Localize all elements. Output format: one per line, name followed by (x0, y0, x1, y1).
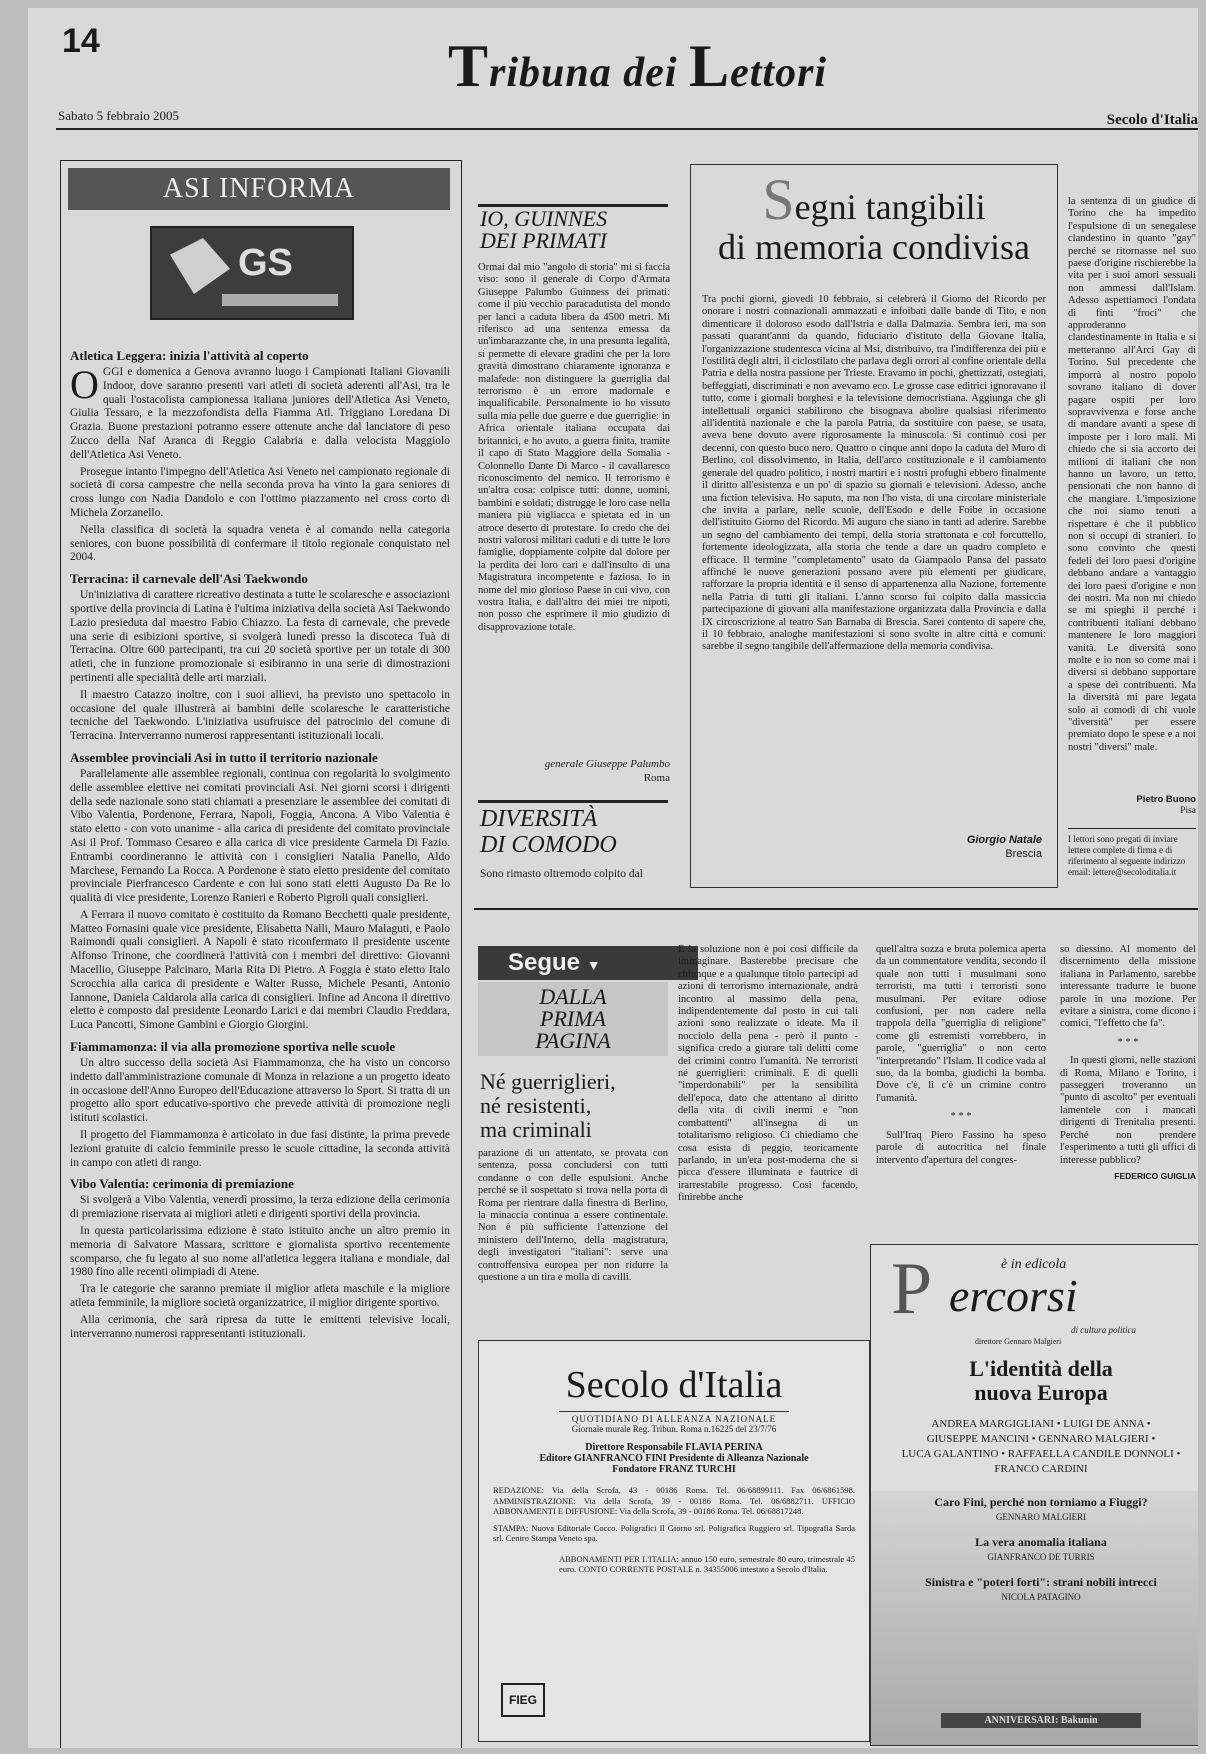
separator-stars: * * * (1117, 1036, 1139, 1048)
asi-articles (70, 342, 450, 1742)
percorsi-title: ercorsi (949, 1270, 1078, 1321)
masthead (448, 32, 827, 101)
segni-big-s: S (762, 167, 795, 232)
asi-paragraph: Un altro successo della società Asi Fiammamonza, che ha visto un concorso indetto dall'amministrazione comunale di Monza in relazione a un progetto ideato in occasione dell'Anno Europeo dell'Educazione attraverso lo Sport. Si tratta di un progetto allo sport educativo-sportivo che prevede attività di promozione negli istituti scolastici. (70, 1057, 450, 1125)
colophon-title: Secolo d'Italia (565, 1364, 783, 1406)
asi-paragraph: Prosegue intanto l'impegno dell'Atletica Asi Veneto nel campionato regionale di società di corsa campestre che nella seconda prova ha vinto la gara seniores di cross lungo con Nadia Dandolo e con l'ottimo piazzamento nel cross corto di Michela Zorzanello. (70, 465, 450, 519)
percorsi-big-p: P (891, 1248, 933, 1330)
masthead-initial-l: L (689, 33, 731, 99)
segue-label: Segue (508, 949, 581, 976)
authors-line: GIUSEPPE MANCINI • GENNARO MALGIERI • (926, 1433, 1156, 1445)
percorsi-kicker: è in edicola (1001, 1257, 1067, 1272)
asi-paragraph: A Ferrara il nuovo comitato è costituito da Romano Becchetti quale presidente, Matteo Fornasini quale vice presidente, Elisabetta Nalli, Mauro Malaguti, e Paolo Raimondi quali consiglieri. A Napoli è stato riconfermato il presidente uscente Alfonso Trinone, che coordinerà l'attività con i membri del direttivo: Giovanni Macellio, Giuseppe Palcinaro, Maria Rita Di Pietro. A Foggia è stato eletto Italo Scrocchia alla carica di presidente e Walter Russo, Michele Pesanti, Antonio Iannone, Daniela Caldarola alla carica di consiglieri. Infine ad Ancona il direttivo eletto è composto dal presidente Leonardo Larici e dai membri Claudio Freddara, Luca Pancotti, Simone Gambini e Giorgio Giorgini. (70, 908, 450, 1032)
asi-logo (150, 226, 354, 320)
percorsi-tagline: di cultura politica (1071, 1325, 1136, 1335)
asi-paragraph: Parallelamente alle assemblee regionali, continua con regolarità lo svolgimento delle assemblee elettive nei comitati provinciali Asi. Nei giorni scorsi i dirigenti della sede nazionale sono stati chiamati a presenziare le assemblee dei comitati di Vibo Valentia, Pordenone, Ferrara, Napoli, Foggia, Ancona. A Vibo Valentia è stato eletto - con voto unanime - alla carica di presidente del comitato provinciale Asi il Prof. Tommaso Cesareo e alla carica di vice presidente Carmela Di Fazio. Entrambi coordineranno le attività con i consiglieri Natalia Panello, Aldo Marchese, Fernando La Rocca. A Pordenone è stato eletto presidente del comitato provinciale Pierfrancesco Cardente e con lui sono stati eletti Augusto Da Re lo qualità di vice presidente, Lorenzo Ranieri e Roberto Pigroli quali consiglieri. (70, 767, 450, 905)
asi-paragraph: OGGI e domenica a Genova avranno luogo i Campionati Italiani Giovanili Indoor, dove saranno presenti vari atleti di società aderenti all'Asi, tra le quali l'ostacolista campionessa italiana juniores dell'Atletica Asi Veneto, Giulia Tessaro, e la mezzofondista della Fiamma Atl. Triggiano Loredana Di Grazia. Buone prestazioni potranno essere ottenute anche dal lanciatore di peso Zucco della Naf Aranca di Reggio Calabria e dalla velocista Maggiolo dell'Atletica Asi Veneto. (70, 362, 450, 461)
asi-paragraph: In questa particolarissima edizione è stato istituito anche un altro premio in memoria di Salvatore Massara, scrittore e giornalista sportivo recentemente scomparso, che fu legato al suo nome all'atletica leggera italiana e mondiale, dal 1980 fino alle recenti olimpiadi di Atene. (70, 1225, 450, 1279)
segni-city: Brescia (1005, 848, 1042, 860)
notice-rule (1068, 828, 1196, 829)
segue-col-3-text: quell'altra sozza e bruta polemica aperta da un commentatore vendita, secondo il quale non tutti i musulmani sono terroristi, ma tutti i terroristi sono musulmani. Per evitare odiose confusioni, per non cadere nella trappola della "guerriglia di religione" come gli estremisti vorrebbero, in parole, "guerriglia" o non certo "interpretando" l'Islam. Il codice vada al suo, da la bomba, giudichi la bomba. Dove c'è, lì c'è un crimine contro l'umanità. (876, 944, 1046, 1104)
guinness-text: Ormai dal mio "angolo di storia" mi si faccia viso: sono il generale di Corpo d'Armata Giuseppe Palumbo Guinness dei primati: come il più vecchio paracadutista del mondo per lanci a caduta libera da 4500 metri. Mi riferisco ad una sentenza emessa da un'imbarazzante che, in una presunta legalità, si permette di elevare gradini che per la loro gravità dimostrano chiaramente ignoranza e malafede: non distinguere la guerriglia dal terrorismo è un errore madornale e inqualificabile. Personalmente io ho vissuto sulla mia pelle due guerre e due guerriglie: in Africa orientale italiana occupata dai britannici, e ho avuto, a guerra finita, tramite il capo di Stato Maggiore della Somalia - Colonnello Dante Di Marco - il cavallaresco riconoscimento del nemico. Il terrorismo è un'altra cosa: colpisce tutti: donne, uomini, bambini e soldati; distrugge le loro case nella maniera più vigliacca e spietata ed in un atroce deserto di protestare. Io credo che dei nostri valorosi militari caduti e di tutte le loro famiglie, doppiamente colpite dal dolore per la perdita dei loro cari e dall'insulto di una Magistratura incompetente e faziosa. Io in nome del mio glorioso Paese in cui vivo, con vostra Italia, e dall'altro dei miei tre nipoti, non posso che esprimere il mio giudizio di disapprovazione totale. (478, 262, 670, 633)
segue-signature: FEDERICO GUIGLIA (1114, 1170, 1196, 1181)
segue-col-2 (678, 944, 858, 1316)
segue-headline-3: ma criminali (480, 1117, 592, 1142)
asi-article-title: Terracina: il carnevale dell'Asi Taekwondo (70, 571, 308, 587)
percorsi-item: Caro Fini, perché non torniamo a Fiuggi? (934, 1495, 1148, 1509)
authors-line: ANDREA MARGIGLIANI • LUIGI DE ANNA • (931, 1418, 1151, 1430)
masthead-text-1: ribuna dei (489, 50, 690, 96)
segni-title-line1: egni tangibili (794, 187, 986, 227)
logo-letters: GS (238, 242, 293, 284)
segni-text: Tra pochi giorni, giovedì 10 febbraio, si celebrerà il Giorno del Ricordo per onorare i nostri connazionali ammazzati e infoibati dalle bande di Tito, e non dimenticare il doloroso esodo dall'Istria e dalla Dalmazia. Sembra ieri, ma son passati quarant'anni da quando, fiduciario d'istituto della Giovane Italia, l'organizzazione studentesca vicina al Msi, distribuivo, tra l'indifferenza dei più e l'ostilità degli altri, il ciclostilato che parlava degli orrori al confine orientale della Patria e della nostra passione per Trieste. Eravamo in pochi, ghettizzati, ostegiati, beffeggiati, discriminati e non avevamo eco. Le grosse case editrici ignoravano il tutto, come i giornali borghesi e la televisione democristiana. Aggiunga che gli intellettuali organici stabilirono che bisognava abolire qualsiasi riferimento all'identità nazionale e che la parola Patria, da sostituire con paese, se usata, aveva bene dovuto avere rigorosamente la minuscola. Si continuò così per decenni, con questo buco nero. Quattro o cinque anni dopo la caduta del Muro di Berlino, col dissolvimento, in Italia, dell'arco costituzionale e il cambiamento generale del quadro politico, i nostri martiri e i nostri profughi ebbero finalmente il diritto all'esistenza e un po' di spazio su giornali e televisioni. Adesso, anche una fiction televisiva. Ho saputo, ma non l'ho vista, di una circolare ministeriale che invita a parlare, nelle scuole, dell'Esodo e delle Foibe in occasione dell'istituito Giorno del Ricordo. Mi auguro che siano in tanti ad aderire. Sarebbe un segno del cambiamento dei tempi, della storia strattonata e col forcuttello, fortemente ideologizzata, alla storia che tende a dare un quadro completo e efficace. Il termine "completamento" usato da Giampaolo Pansa del passato affinché le nuove generazioni possano avere più elementi per giudicare, rafforzare la propria identità e il senso di appartenenza alla Nazione, fortemente nella Patria di tutti gli italiani. L'anno scorso fui colpito dalla massiccia partecipazione di giovani alla manifestazione organizzata dalla Provincia e dalla IX circoscrizione al teatro San Barnaba di Brescia. Sarei contento di sapere che, il 10 febbraio, analoghe manifestazioni si sono svolte in altre città e comuni: sarebbe il segno tangibile dell'affermazione della memoria condivisa. (702, 294, 1046, 653)
segue-col-3b-text: Sull'Iraq Piero Fassino ha speso parole di autocritica nel finale intervento d'apertura del congres- (876, 1129, 1046, 1166)
colophon-box (478, 1340, 870, 1742)
authors-line: LUCA GALANTINO • RAFFAELLA CANDILE DONNOLI • (901, 1448, 1181, 1460)
segni-signature: Giorgio Natale (966, 834, 1042, 846)
segue-subtitle (478, 982, 668, 1056)
asi-banner: ASI INFORMA (68, 168, 450, 210)
percorsi-item-author: GENNARO MALGIERI (995, 1512, 1087, 1522)
colophon-director: Direttore Responsabile FLAVIA PERINA (585, 1442, 763, 1453)
asi-paragraph: Il maestro Catazzo inoltre, con i suoi allievi, ha previsto uno spettacolo in occasione del quale illustrerà ai bambini delle scolaresche le caratteristiche tecniche del Taekwondo. L'iniziativa usufruisce del patrocinio del comune di Terracina. Interverranno numerosi rappresentanti istituzionali locali. (70, 688, 450, 743)
segue-col-4 (1060, 944, 1196, 1224)
asi-paragraph: Tra le categorie che saranno premiate il miglior atleta maschile e la migliore atleta femminile, la migliore società organizzatrice, il miglior dirigente sportivo. (70, 1283, 450, 1310)
newspaper-page (28, 8, 1198, 1748)
segue-col-2-text: È la soluzione non è poi così difficile da immaginare. Basterebbe precisare che chiunque e a qualunque titolo partecipi ad azioni di terrorismo internazionale, andrà incontro al massimo della pena, indipendentemente dal posto in cui tali azioni sono realizzate o ideate. Ma il nocciolo della pena - però il punto - significa credo a giurare tali delitti come dei crimini contro l'umanità. Ne terroristi né guerriglieri: criminali. E di quelli "imperdonabili" per la sensibilità dell'epoca, dato che attentano al diritto della vita di civili inermi e "non combattenti" all'insegna di un totalitarismo religioso. Ci chiediamo che cosa esista di peggio, teoricamente parlando, in un'era post-moderna che si picca d'essere illuminata e fautrice di irarrestabile progresso. Così facendo, finirebbe anche (678, 944, 858, 1204)
guinness-signature: generale Giuseppe Palumbo (544, 758, 670, 770)
percorsi-ad (870, 1244, 1198, 1746)
guinness-body (478, 262, 670, 752)
asi-article-title: Atletica Leggera: inizia l'attività al coperto (70, 348, 309, 363)
readers-notice: I lettori sono pregati di inviare lettere complete di firma e di riferimento al seguente indirizzo email: lettere@secoloditalia.it (1068, 834, 1186, 877)
segue-col-1 (478, 1148, 668, 1316)
issue-date: Sabato 5 febbraio 2005 (58, 108, 179, 123)
right-letter-body (1068, 196, 1196, 776)
diversita-title-line2: DI COMODO (480, 832, 617, 858)
right-letter-city: Pisa (1180, 806, 1196, 816)
asi-paragraph: Nella classifica di società la squadra veneta è al comando nella categoria seniores, con buone possibilità di confermare il titolo regionale conquistato nel 2004. (70, 523, 450, 564)
percorsi-item-author: NICOLA PATAGINO (1001, 1592, 1081, 1602)
asi-article-title: Vibo Valentia: cerimonia di premiazione (70, 1176, 294, 1192)
authors-line: FRANCO CARDINI (994, 1463, 1088, 1475)
colophon-subscriptions: ABBONAMENTI PER L'ITALIA: annuo 150 euro, semestrale 80 euro, trimestrale 45 euro. CONTO CORRENTE POSTALE n. 34355006 intestato a Secolo d'Italia. (559, 1553, 855, 1574)
segue-headline (480, 1070, 670, 1142)
logo-wing-icon (170, 238, 230, 294)
percorsi-director: direttore Gennaro Malgieri (975, 1337, 1062, 1346)
guinness-title (480, 208, 607, 252)
asi-paragraph: Il progetto del Fiammamonza è articolato in due fasi distinte, la prima prevede lezioni gratuite di calcio femminile presso le scuole cittadine, la seconda attività in campo con atleti di rango. (70, 1129, 450, 1169)
percorsi-anniversari: ANNIVERSARI: Bakunin (941, 1713, 1141, 1728)
dropcap: O (70, 362, 99, 407)
colophon-address: REDAZIONE: Via della Scrofa, 43 - 00186 Roma. Tel. 06/68899111. Fax 06/6861598. AMMINISTRAZIONE: Via della Scrofa, 39 - 00186 Roma. Tel. 06/6882711. UFFICIO ABBONAMENTI E DIFFUSIONE: Via della Scrofa, 39 - 00186 Roma. Tel. 06/68817248. (493, 1485, 855, 1516)
guinness-title-line1: IO, GUINNES (480, 206, 608, 231)
guinness-title-line2: DEI PRIMATI (480, 228, 607, 253)
guinness-city: Roma (643, 772, 670, 784)
colophon-register: Giornale murale Reg. Tribun. Roma n.16225 del 23/7/76 (571, 1424, 777, 1434)
asi-article-title: Fiammamonza: il via alla promozione sportiva nelle scuole (70, 1039, 396, 1055)
percorsi-item: Sinistra e "poteri forti": strani nobili intrecci (925, 1575, 1157, 1589)
diversita-title-line1: DIVERSITÀ (480, 806, 598, 832)
percorsi-headline-1: L'identità della (969, 1356, 1113, 1381)
colophon-subtitle: QUOTIDIANO DI ALLEANZA NAZIONALE (559, 1411, 789, 1424)
segni-title-line2: di memoria condivisa (718, 227, 1030, 267)
logo-strip (222, 294, 338, 306)
masthead-text-2: ettori (730, 50, 828, 96)
segue-sub-3: PAGINA (535, 1028, 611, 1053)
percorsi-headline-2: nuova Europa (974, 1380, 1108, 1405)
segue-col-1-text: parazione di un attentato, se provata con sentenza, possa concludersi con tutti condanne o con delle espulsioni. Anche perché se il sospettato si trova nella porta di Roma per rientrare dalla finestra di Berlino, la minaccia continua a essere continentale. Non è più sufficiente l'attenzione del ministero dell'Interno, della magistratura, degli investigatori "italiani": serve una controffensiva europea per non ridurre la questione a un tira e molla di cavilli. (478, 1148, 668, 1284)
colophon-founder: Fondatore FRANZ TURCHI (612, 1464, 736, 1475)
segue-arrow-icon: ▼ (586, 957, 601, 973)
colophon-print: STAMPA: Nuova Editoriale Cocco. Poligrafici Il Giorno srl. Poligrafica Ruggiero srl. Tipografia Sarda srl. Centro Stampa Veneto spa. (493, 1522, 855, 1543)
asi-paragraph: Alla cerimonia, che sarà ripresa da tutte le emittenti televisive locali, interverranno numerosi rappresentanti istituzionali. (70, 1313, 450, 1340)
diversita-title (480, 806, 617, 858)
percorsi-item: La vera anomalia italiana (975, 1535, 1107, 1549)
segni-body (702, 294, 1046, 824)
separator-stars: * * * (950, 1111, 972, 1123)
asi-paragraph: Un'iniziativa di carattere ricreativo destinata a tutte le scolaresche e associazioni sportive della provincia di Latina è l'ultima iniziativa della società Asi Taekwondo Lazio presieduta dal maestro Fabio Chiazzo. La festa di carnevale, che prevede una serie di esibizioni sportive, si svolgerà lunedì presso la discoteca Tuà di Terracina. Oltre 600 partecipanti, tra cui 20 società sportive per un totale di 300 atleti, che in funzione promozionale si esibiranno in una serie di dimostrazioni pertinenti alle specialità delle arti marziali. (70, 589, 450, 684)
segue-headline-1: Né guerriglieri, (480, 1069, 616, 1094)
segue-col-4-text: so diessino. Al momento del discernimento della missione italiana in Parlamento, sarebbe interessante tradurre le buone parole in una mozione. Per evitare a sinistra, come dicono i comici, "l'effetto che fa". (1060, 944, 1196, 1030)
segue-sub-2: PRIMA (540, 1006, 606, 1031)
asi-paragraph: Si svolgerà a Vibo Valentia, venerdì prossimo, la terza edizione della cerimonia di premiazione riservata ai migliori atleti e dirigenti sportivi della provincia. (70, 1194, 450, 1221)
segue-sub-1: DALLA (539, 984, 607, 1009)
header-rule (56, 128, 1198, 130)
segni-title (696, 167, 1052, 267)
masthead-initial-t: T (448, 33, 490, 99)
right-letter-signature: Pietro Buono (1136, 794, 1196, 805)
percorsi-item-author: GIANFRANCO DE TURRIS (987, 1552, 1095, 1562)
diversita-rule (478, 800, 668, 803)
segue-banner (478, 946, 698, 980)
percorsi-headline (871, 1357, 1198, 1405)
diversita-body: Sono rimasto oltremodo colpito dal (480, 868, 643, 880)
asi-article-title: Assemblee provinciali Asi in tutto il territorio nazionale (70, 749, 378, 765)
page-number: 14 (62, 22, 100, 60)
section-divider (474, 908, 1198, 910)
segue-headline-2: né resistenti, (480, 1093, 592, 1118)
colophon-editor: Editore GIANFRANCO FINI Presidente di Alleanza Nazionale (539, 1453, 809, 1464)
right-letter-text: la sentenza di un giudice di Torino che ha impedito l'espulsione di un senegalese clandestino in quanto "gay" perché se ritornasse nel suo paese d'origine rischierebbe la vita per i suoi amori sessuali non ammessi dall'Islam. Adesso aspettiamoci l'ondata di finti "froci" che approderanno clandestinamente in Italia e si metteranno all'Arci Gay di Torino. Sul precedente che imporrà al nostro popolo sovrano italiano di dover pagare ospiti per loro sopravvivenza e forse anche di mandare avanti a spese di imposte per i loro mali. Mi chiedo che si sia accorto dei milioni di italiani che non hanno un lavoro, un tetto, pensionati che non hanno di che mangiare. L'imposizione che noi siamo tenuti a rispettare è che il pubblico non si occupi di stranieri. Io sono convinto che questi fedeli dei loro paesi d'origine debbano andare a vantaggio dei loro paesi d'origine e non dei nostri. Ma non mi chiedo se mi spieghi il perché i contribuenti italiani debbano mantenere le loro maggiori vanità. Le diversità sono molte e io non so come mai i diversi si debbano supportare a spese dei contribuenti. Ma la diversità mi pare legata solo ai comodi di chi vuole "diversità" per essere premiato dopo le spese e a noi nostri "diversi" male. (1068, 196, 1196, 753)
newspaper-tag: Secolo d'Italia (1106, 112, 1198, 128)
percorsi-authors (871, 1417, 1198, 1477)
percorsi-contents (871, 1495, 1198, 1605)
segue-col-4b-text: In questi giorni, nelle stazioni di Roma, Milano e Torino, i passeggeri troveranno un "punto di ascolto" per eventuali lamentele con i mancati dirigenti di Trenitalia presenti. Perché non prendere l'esperimento a tutti gli uffici di interesse pubblico? (1060, 1055, 1196, 1166)
fieg-logo: FIEG (501, 1683, 545, 1717)
